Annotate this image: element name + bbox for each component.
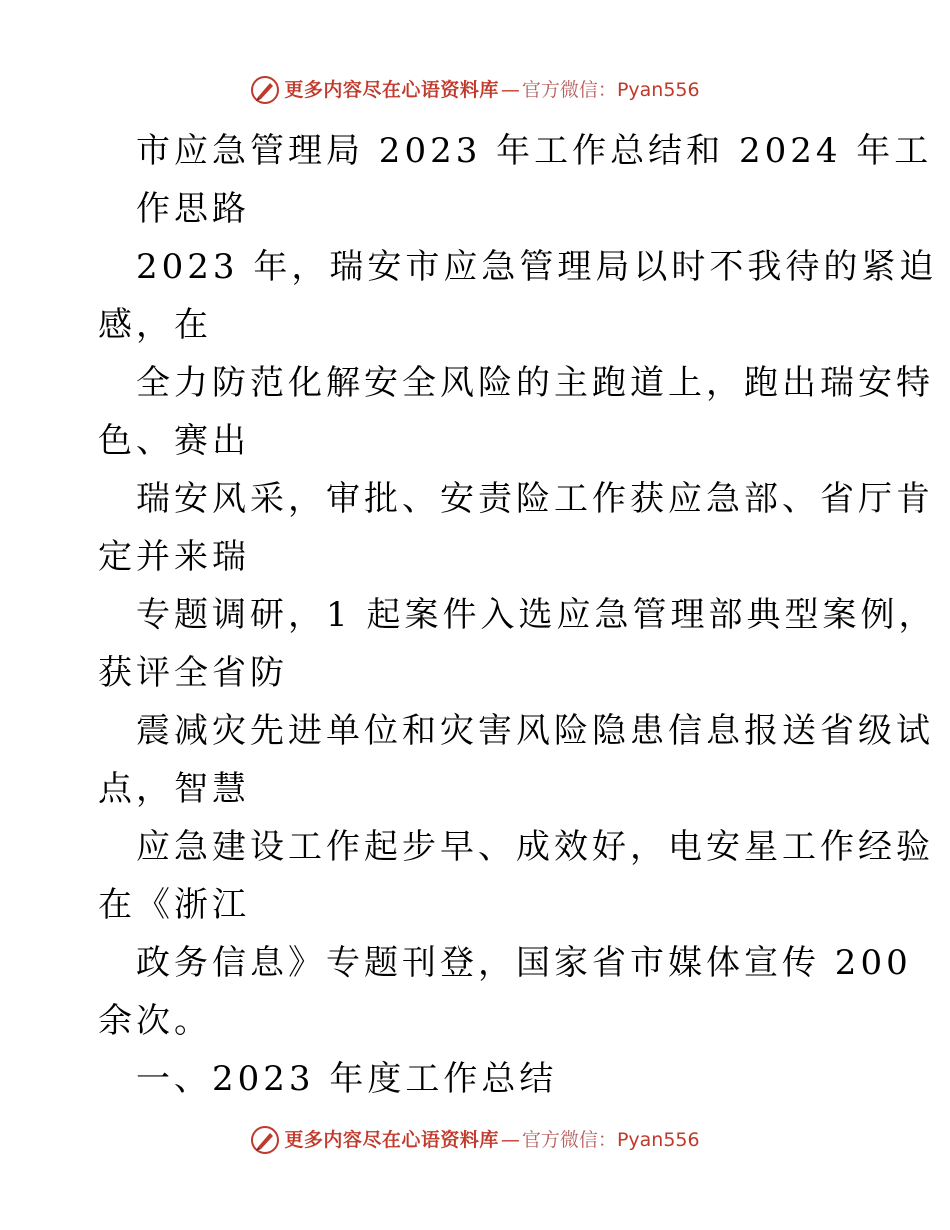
paragraph-line: 色、赛出 <box>98 421 250 461</box>
footer-separator: — <box>500 1129 520 1151</box>
footer-banner <box>0 1125 950 1155</box>
paragraph-line: 点，智慧 <box>98 769 250 809</box>
paragraph-line: 余次。 <box>98 1001 212 1041</box>
header-separator: — <box>500 79 520 101</box>
header-wechat-id: Pyan556 <box>616 79 700 101</box>
paragraph-line: 定并来瑞 <box>98 537 250 577</box>
paragraph-line: 感，在 <box>98 305 212 345</box>
document-body <box>98 122 938 1108</box>
paragraph-line: 2023 年，瑞安市应急管理局以时不我待的紧迫 <box>136 247 938 287</box>
doc-title-line-1: 市应急管理局 2023 年工作总结和 2024 年工 <box>136 131 933 171</box>
header-wechat-label: 官方微信： <box>521 79 617 101</box>
quill-pen-logo-icon <box>250 1125 280 1155</box>
paragraph-line: 政务信息》专题刊登，国家省市媒体宣传 200 <box>136 943 912 983</box>
paragraph-line: 专题调研，1 起案件入选应急管理部典型案例， <box>136 595 937 635</box>
footer-brand-text: 更多内容尽在心语资料库 <box>284 1129 499 1151</box>
paragraph-line: 在《浙江 <box>98 885 250 925</box>
doc-title-line-2: 作思路 <box>136 189 250 229</box>
section-heading: 一、2023 年度工作总结 <box>136 1059 558 1099</box>
paragraph-line: 震减灾先进单位和灾害风险隐患信息报送省级试 <box>136 711 934 751</box>
paragraph-line: 获评全省防 <box>98 653 288 693</box>
quill-pen-logo-icon <box>250 75 280 105</box>
paragraph-line: 瑞安风采，审批、安责险工作获应急部、省厅肯 <box>136 479 934 519</box>
footer-wechat-label: 官方微信： <box>521 1129 617 1151</box>
header-brand-text: 更多内容尽在心语资料库 <box>284 79 499 101</box>
footer-wechat-id: Pyan556 <box>616 1129 700 1151</box>
header-banner <box>0 75 950 105</box>
paragraph-line: 全力防范化解安全风险的主跑道上，跑出瑞安特 <box>136 363 934 403</box>
paragraph-line: 应急建设工作起步早、成效好，电安星工作经验 <box>136 827 934 867</box>
